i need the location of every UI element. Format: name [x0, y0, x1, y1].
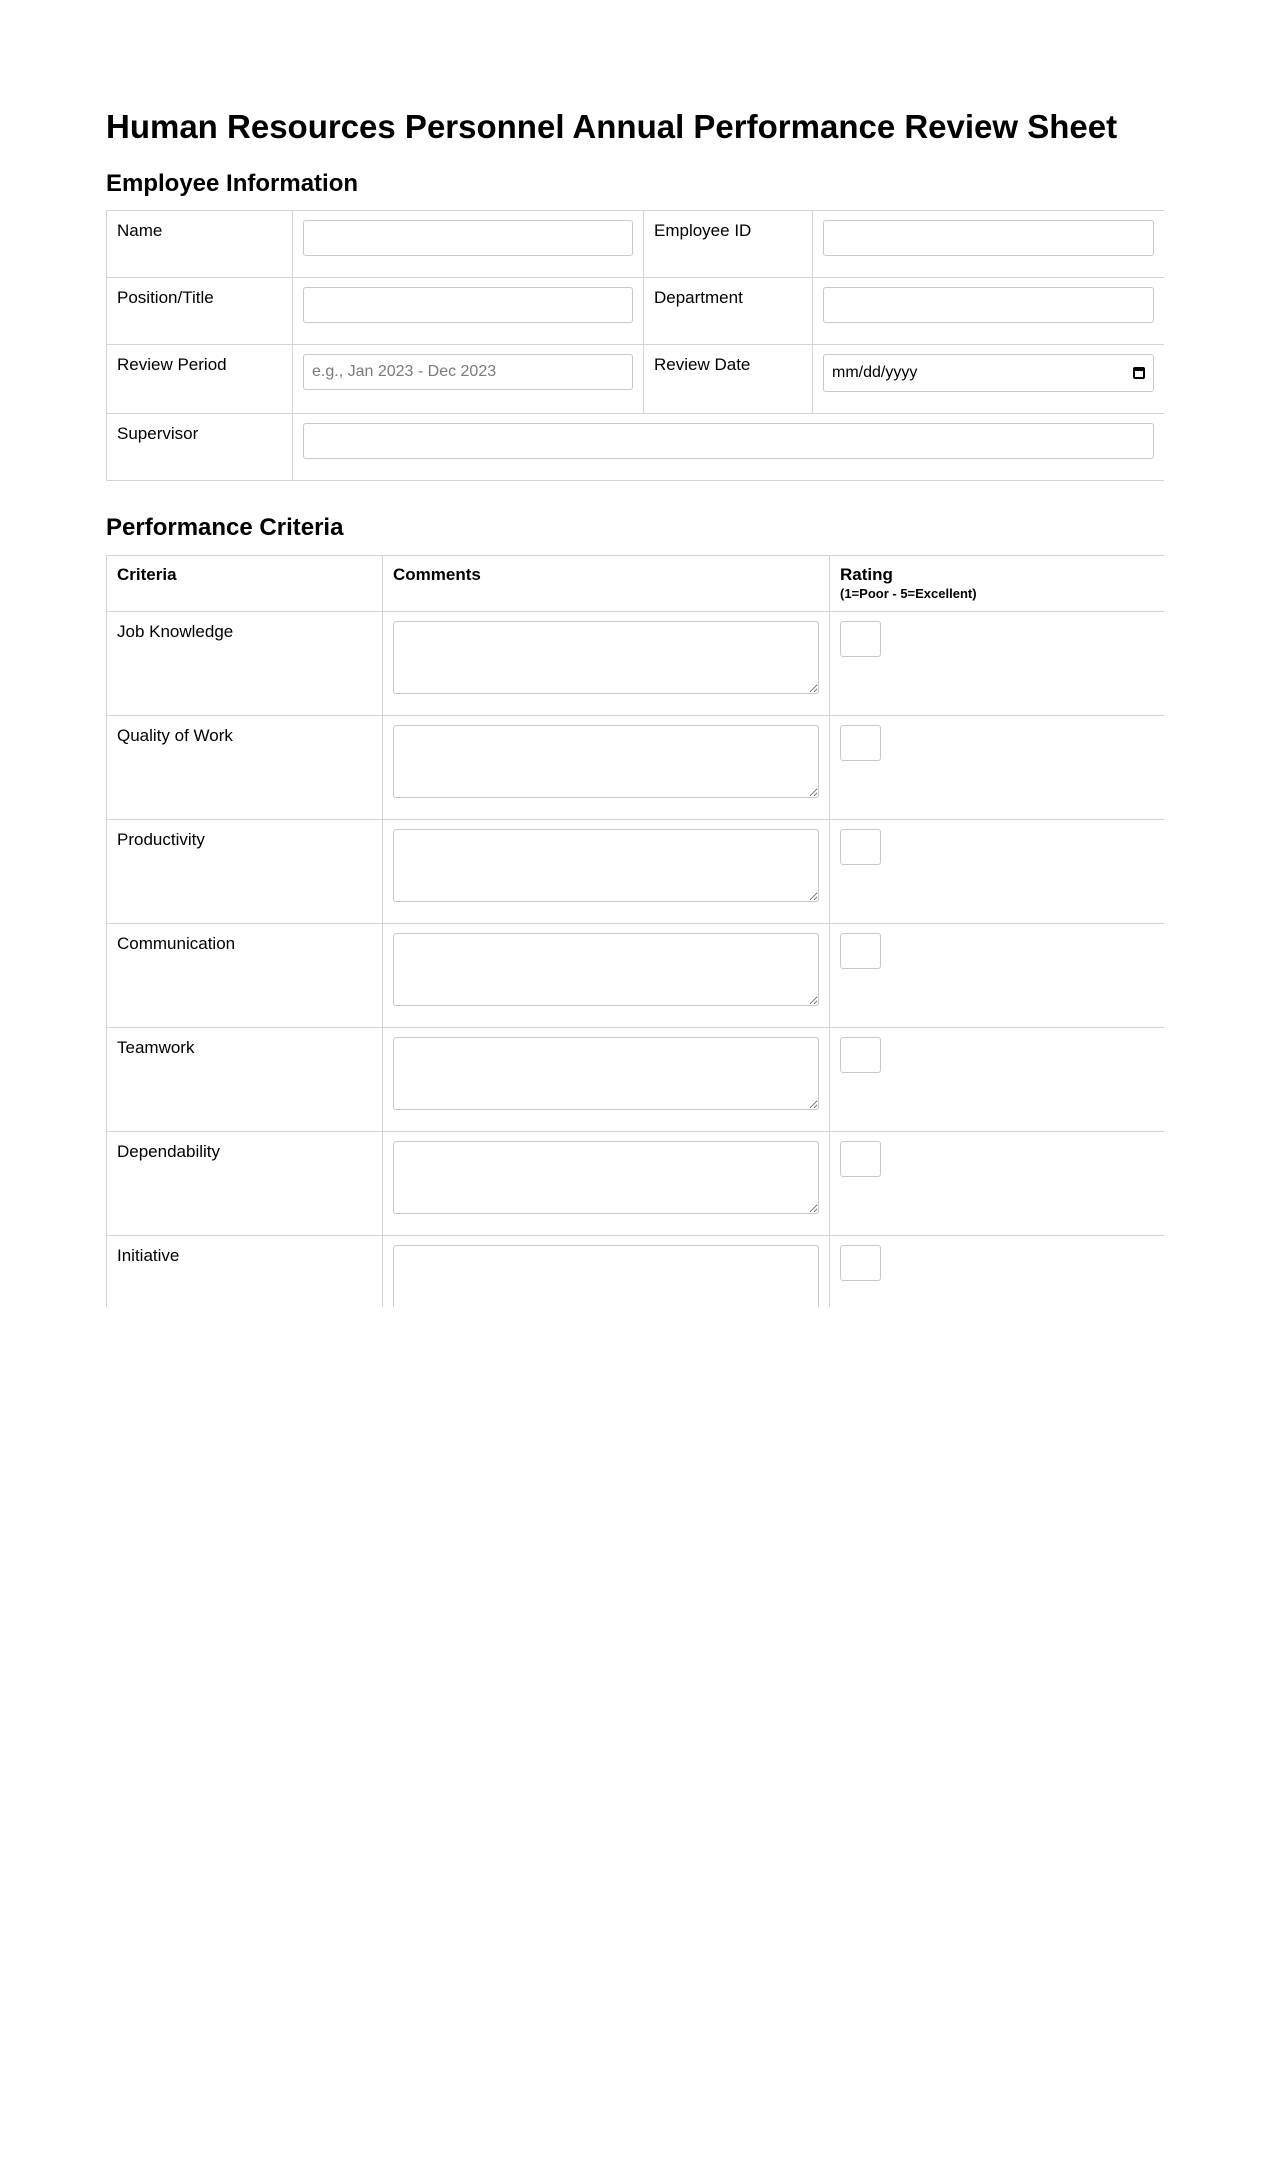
calendar-icon[interactable] — [1133, 367, 1145, 379]
name-label: Name — [107, 211, 293, 278]
criteria-column-header: Criteria — [107, 556, 383, 612]
review-form — [106, 0, 1164, 1307]
review-date-input[interactable] — [823, 354, 1154, 392]
rating-input[interactable] — [840, 725, 881, 761]
comments-textarea[interactable] — [393, 1037, 819, 1110]
comments-textarea[interactable] — [393, 829, 819, 902]
criteria-label: Dependability — [107, 1132, 383, 1236]
table-row — [107, 716, 1165, 820]
performance-criteria-heading: Performance Criteria — [106, 514, 344, 541]
table-row — [107, 1236, 1165, 1308]
criteria-label: Initiative — [107, 1236, 383, 1308]
rating-input[interactable] — [840, 1245, 881, 1281]
criteria-label: Productivity — [107, 820, 383, 924]
rating-input[interactable] — [840, 1141, 881, 1177]
comments-textarea[interactable] — [393, 1245, 819, 1307]
comments-column-header: Comments — [383, 556, 830, 612]
supervisor-input[interactable] — [303, 423, 1154, 459]
employee-info-heading: Employee Information — [106, 170, 359, 197]
table-row — [107, 820, 1165, 924]
review-period-input[interactable] — [303, 354, 633, 390]
rating-header-label: Rating — [840, 565, 893, 584]
review-date-label: Review Date — [644, 345, 813, 414]
comments-textarea[interactable] — [393, 1141, 819, 1214]
position-label: Position/Title — [107, 278, 293, 345]
department-label: Department — [644, 278, 813, 345]
rating-input[interactable] — [840, 1037, 881, 1073]
rating-scale-label: (1=Poor - 5=Excellent) — [840, 586, 977, 601]
name-input[interactable] — [303, 220, 633, 256]
comments-textarea[interactable] — [393, 621, 819, 694]
rating-column-header — [830, 556, 1165, 612]
criteria-label: Communication — [107, 924, 383, 1028]
employee-id-input[interactable] — [823, 220, 1154, 256]
table-row — [107, 612, 1165, 716]
review-date-placeholder: mm/dd/yyyy — [832, 364, 918, 381]
employee-id-label: Employee ID — [644, 211, 813, 278]
comments-textarea[interactable] — [393, 725, 819, 798]
criteria-label: Teamwork — [107, 1028, 383, 1132]
employee-info-table — [106, 210, 1164, 481]
rating-input[interactable] — [840, 621, 881, 657]
comments-textarea[interactable] — [393, 933, 819, 1006]
performance-criteria-table — [106, 555, 1164, 1307]
table-row — [107, 1028, 1165, 1132]
criteria-label: Quality of Work — [107, 716, 383, 820]
page-title: Human Resources Personnel Annual Performance Review Sheet — [106, 108, 1118, 145]
position-input[interactable] — [303, 287, 633, 323]
table-row — [107, 924, 1165, 1028]
review-period-label: Review Period — [107, 345, 293, 414]
criteria-label: Job Knowledge — [107, 612, 383, 716]
rating-input[interactable] — [840, 829, 881, 865]
supervisor-label: Supervisor — [107, 414, 293, 481]
department-input[interactable] — [823, 287, 1154, 323]
rating-input[interactable] — [840, 933, 881, 969]
table-row — [107, 1132, 1165, 1236]
